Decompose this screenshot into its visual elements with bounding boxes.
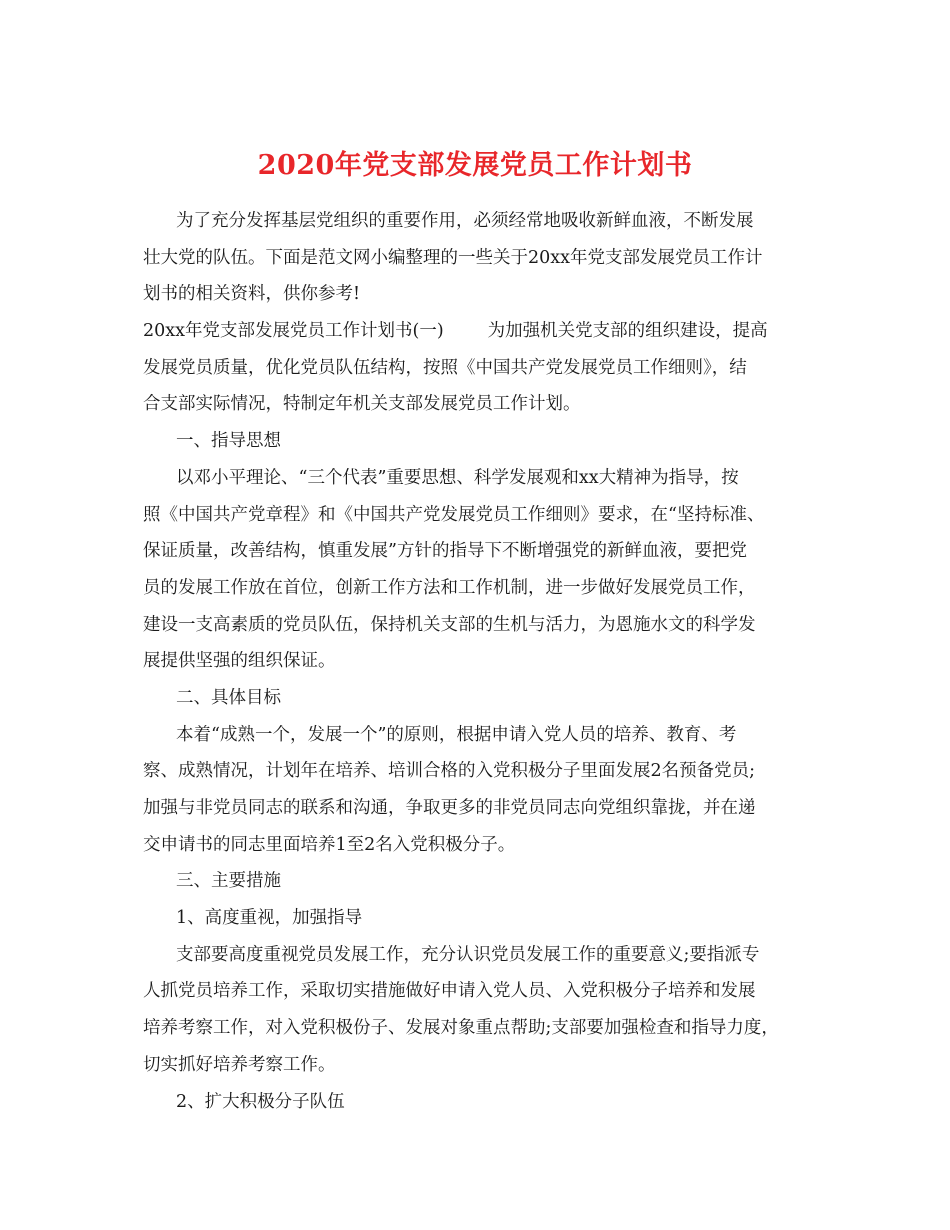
paragraph-line: 培养考察工作，对入党积极份子、发展对象重点帮助;支部要加强检查和指导力度， [143,1018,779,1039]
paragraph-line: 支部要高度重视党员发展工作，充分认识党员发展工作的重要意义;要指派专 [176,944,760,965]
paragraph-line: 交申请书的同志里面培养1至2名入党积极分子。 [143,834,516,855]
paragraph-text: 为加强机关党支部的组织建设，提高 [487,321,768,342]
paragraph-line: 展提供坚强的组织保证。 [143,651,336,672]
paragraph-line: 照《中国共产党章程》和《中国共产党发展党员工作细则》要求，在“坚持标准、 [143,504,765,525]
paragraph-line [143,313,815,350]
section-heading: 三、主要措施 [176,871,281,892]
paragraph-line: 为了充分发挥基层党组织的重要作用，必须经常地吸收新鲜血液，不断发展 [176,211,754,231]
paragraph-line: 建设一支高素质的党员队伍，保持机关支部的生机与活力，为恩施水文的科学发 [143,614,756,635]
paragraph-line: 本着“成熟一个，发展一个”的原则，根据申请入党人员的培养、教育、考 [176,724,737,745]
paragraph-line: 切实抓好培养考察工作。 [143,1054,336,1075]
section-heading: 二、具体目标 [176,687,281,708]
paragraph-line: 保证质量，改善结构，慎重发展”方针的指导下不断增强党的新鲜血液，要把党 [143,541,747,562]
paragraph-line: 加强与非党员同志的联系和沟通，争取更多的非党员同志向党组织靠拢，并在递 [143,798,756,818]
paragraph-line: 壮大党的队伍。下面是范文网小编整理的一些关于20xx年党支部发展党员工作计 [143,247,763,268]
subsection-heading: 1、高度重视，加强指导 [176,908,363,929]
subheading-plan-one: 20xx年党支部发展党员工作计划书(一) [143,321,444,342]
paragraph-line: 划书的相关资料，供你参考! [143,284,361,305]
document-title: 2020年党支部发展党员工作计划书 [257,150,693,182]
paragraph-line: 察、成熟情况，计划年在培养、培训合格的入党积极分子里面发展2名预备党员; [143,761,756,782]
paragraph-line: 员的发展工作放在首位，创新工作方法和工作机制，进一步做好发展党员工作， [143,577,756,598]
paragraph-line: 发展党员质量，优化党员队伍结构，按照《中国共产党发展党员工作细则》，结 [143,357,747,378]
paragraph-line: 合支部实际情况，特制定年机关支部发展党员工作计划。 [143,394,581,415]
subsection-heading: 2、扩大积极分子队伍 [176,1091,345,1112]
section-heading: 一、指导思想 [176,431,281,452]
document-body [143,203,815,1120]
paragraph-line: 以邓小平理论、“三个代表”重要思想、科学发展观和xx大精神为指导，按 [176,467,739,488]
paragraph-line: 人抓党员培养工作，采取切实措施做好申请入党人员、入党积极分子培养和发展 [143,981,756,1002]
